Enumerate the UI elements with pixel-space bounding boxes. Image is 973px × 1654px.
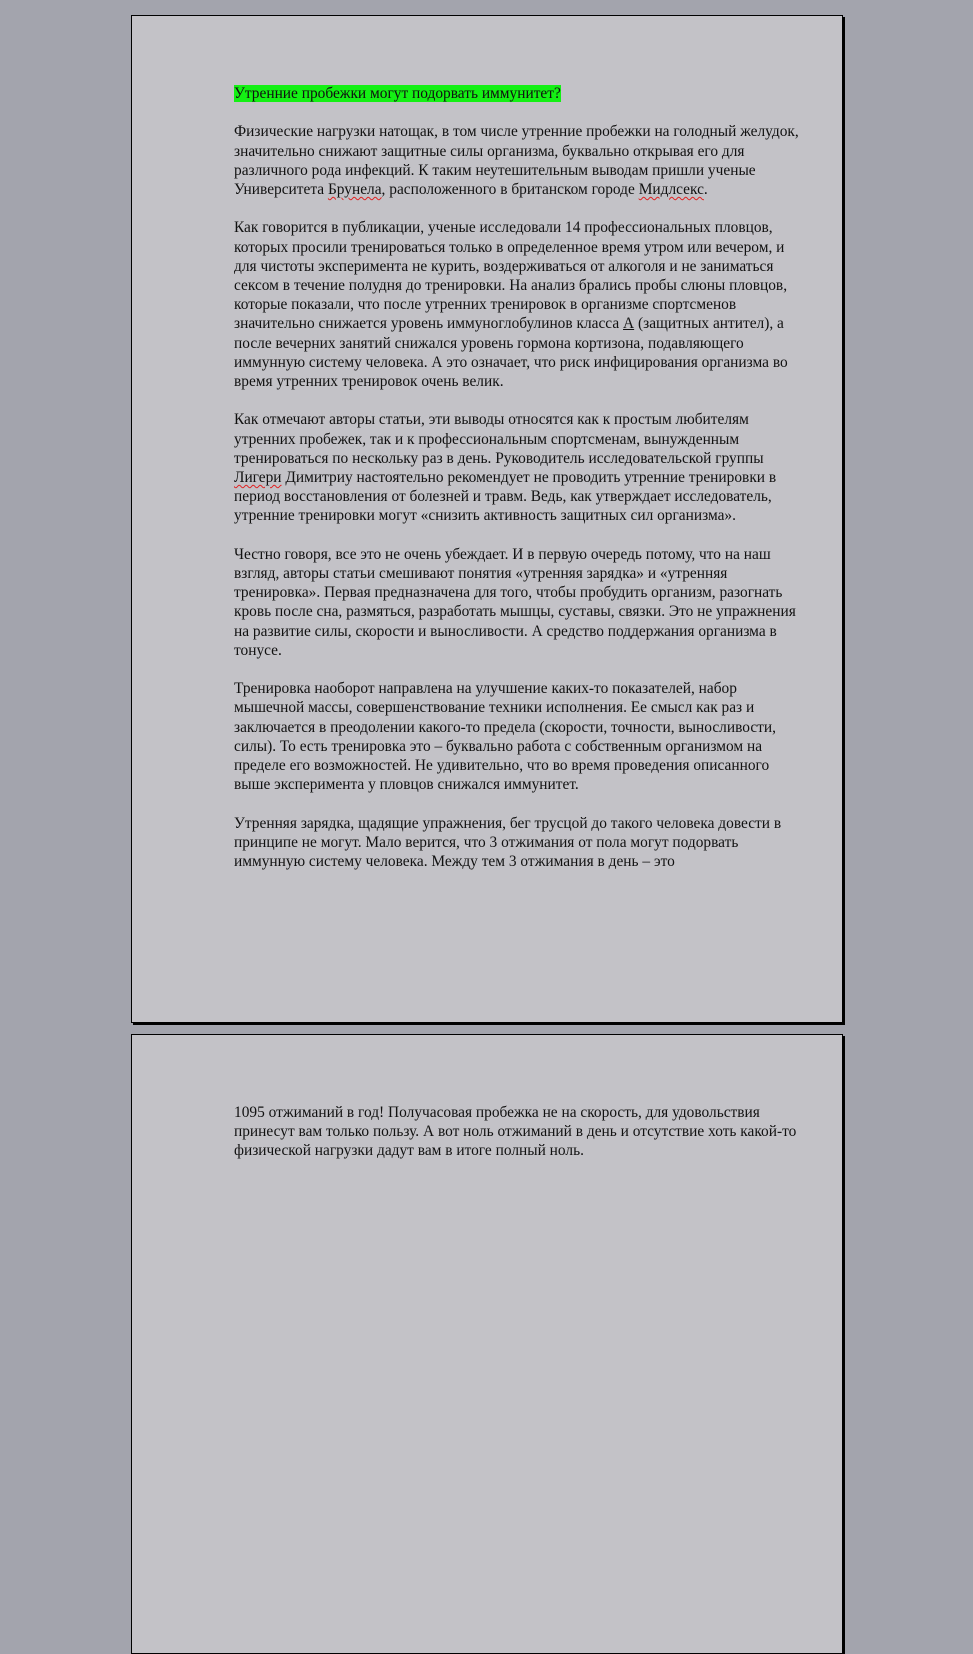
paragraph-3 bbox=[234, 410, 799, 525]
paragraph-1-text-c: . bbox=[703, 181, 708, 198]
document-title-paragraph bbox=[234, 84, 799, 103]
misspelled-word-brunel: Брунела bbox=[327, 181, 382, 198]
paragraph-4: Честно говоря, все это не очень убеждает. И в первую очередь потому, что на наш взгляд, авторы статьи смешивают понятия «утренняя зарядка» и «утренняя тренировка». Первая предназначена для того, чтобы пробудить организм, разогнать кровь после сна, размяться, разработать мышцы, суставы, связки. Это не упражнения на развитие силы, скорости и выносливости. А средство поддержания организма в тонусе. bbox=[234, 545, 796, 659]
paragraph-2 bbox=[234, 218, 799, 391]
underlined-letter-a: А bbox=[623, 315, 635, 333]
paragraph-3-text-a: Как отмечают авторы статьи, эти выводы относятся как к простым любителям утренних пробежек, так и к профессиональным спортсменам, вынужденным тренироваться по нескольку раз в день. Руководитель исследовательской группы bbox=[234, 411, 764, 467]
misspelled-word-middlesex: Мидлсекс bbox=[638, 181, 704, 198]
document-page-1 bbox=[131, 15, 843, 1023]
document-page-2 bbox=[131, 1034, 843, 1654]
paragraph-7: 1095 отжиманий в год! Получасовая пробежка не на скорость, для удовольствия принесут вам только пользу. А вот ноль отжиманий в день и отсутствие хоть какой-то физической нагрузки дадут вам в итоге полный ноль. bbox=[234, 1104, 797, 1160]
paragraph-2-text-a: Как говорится в публикации, ученые исследовали 14 профессиональных пловцов, которых просили тренироваться только в определенное время утром или вечером, и для чистоты эксперимента не курить, воздерживаться от алкоголя и не заниматься сексом в течение полудня до тренировки. На анализ брались пробы слюны пловцов, которые показали, что после утренних тренировок в организме спортсменов значительно снижается уровень иммуноглобулинов класса bbox=[234, 219, 788, 333]
page-2-text[interactable] bbox=[234, 1103, 799, 1180]
paragraph-1-text-a: Физические нагрузки натощак, в том числе утренние пробежки на голодный желудок, значительно снижают защитные силы организма, буквально открывая его для различного рода инфекций. К таким неутешительным выводам пришли ученые Университета bbox=[234, 123, 799, 198]
misspelled-word-ligeri: Лигери bbox=[234, 469, 282, 487]
paragraph-1-text-b: , расположенного в британском городе bbox=[381, 181, 639, 198]
document-title: Утренние пробежки могут подорвать иммунитет? bbox=[234, 85, 561, 102]
paragraph-3-text-b: Димитриу настоятельно рекомендует не проводить утренние тренировки в период восстановления от болезней и травм. Ведь, как утверждает исследователь, утренние тренировки могут «снизить активность защитных сил организма». bbox=[234, 469, 777, 525]
page-1-text[interactable] bbox=[234, 84, 799, 890]
paragraph-1 bbox=[234, 122, 799, 199]
paragraph-2-text-b: (защитных антител), а после вечерних занятий снижался уровень гормона кортизона, подавляющего иммунную систему человека. А это означает, что риск инфицирования организма во время утренних тренировок очень велик. bbox=[234, 315, 788, 391]
paragraph-5: Тренировка наоборот направлена на улучшение каких-то показателей, набор мышечной массы, совершенствование техники исполнения. Ее смысл как раз и заключается в преодолении какого-то предела (скорости, точности, выносливости, силы). То есть тренировка это – буквально работа с собственным организмом на пределе его возможностей. Не удивительно, что во время проведения описанного выше эксперимента у пловцов снижался иммунитет. bbox=[234, 680, 776, 794]
paragraph-6: Утренняя зарядка, щадящие упражнения, бег трусцой до такого человека довести в принципе не могут. Мало верится, что 3 отжимания от пола могут подорвать иммунную систему человека. Между тем 3 отжимания в день – это bbox=[234, 814, 782, 871]
